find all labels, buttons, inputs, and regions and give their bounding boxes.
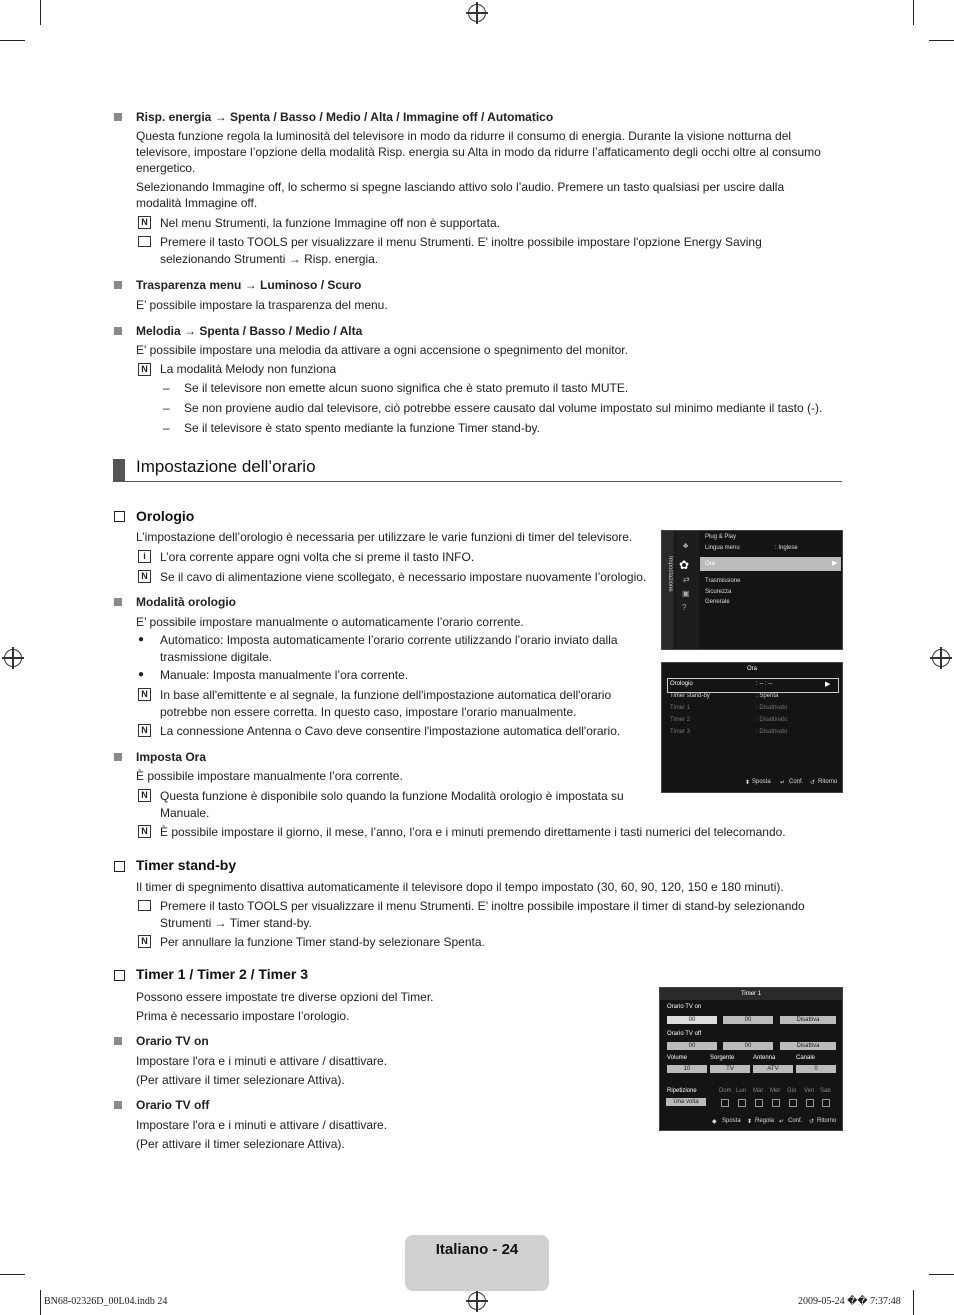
osd-menu-item[interactable]: Lingua menu [705, 545, 740, 551]
sleep-heading: Timer stand-by [136, 857, 237, 873]
move-icon: ⬍ [745, 780, 751, 786]
clock-note3: La connessione Antenna o Cavo deve consentire l'impostazione automatica dell'orario. [160, 724, 621, 738]
set-time-note2: È possibile impostare il giorno, il mese, l’anno, l’ora e i minuti premendo direttamente i tasti numerici del telecomando. [160, 825, 786, 839]
clock-auto-line1: Automatico: Imposta automaticamente l’orario corrente utilizzando l’orario inviato dalla [160, 633, 618, 647]
channel-icon: ⇄ [683, 575, 690, 584]
energy-p1-line1: Questa funzione regola la luminosità del televisore in modo da ridurre il consumo di energia. Durante la visione notturna del [136, 129, 792, 143]
transparency-heading: Trasparenza menu → Luminoso / Scuro [136, 278, 362, 292]
osd-field-label: Volume [667, 1055, 688, 1061]
energy-p2-line2: modalità Immagine off. [136, 196, 258, 210]
clock-intro: L’impostazione dell’orologio è necessaria per utilizzare le varie funzioni di timer del televisore. [136, 530, 633, 544]
print-slug-right: 2009-05-24 �� 7:37:48 [798, 1296, 901, 1307]
osd-field-value[interactable]: 00 [688, 1043, 696, 1049]
osd-footer-move: Sposta [722, 1118, 741, 1124]
osd-row-label[interactable]: Orologio [670, 681, 693, 687]
osd-row-label[interactable]: Timer stand-by [670, 693, 710, 699]
osd-day-label: Mer [770, 1088, 781, 1094]
osd-row-label[interactable]: Timer 3 [670, 729, 691, 735]
osd-field-label: Antenna [753, 1055, 776, 1061]
osd-menu-item[interactable]: Trasmissione [705, 578, 741, 584]
osd-menu-item[interactable]: Sicurezza [705, 589, 732, 595]
osd-row-label[interactable]: Timer 2 [670, 717, 691, 723]
osd-field-value[interactable]: Disattiva [796, 1043, 820, 1049]
bullet-dot-icon: ● [138, 634, 145, 645]
osd-field-label: Ripetizione [667, 1088, 697, 1094]
checkbox-bullet-icon [114, 861, 125, 872]
day-checkbox[interactable] [738, 1099, 746, 1107]
note-icon: N [138, 789, 151, 802]
checkbox-bullet-icon [114, 970, 125, 981]
input-icon: ▣ [682, 589, 690, 598]
osd-footer-enter: Conf. [789, 779, 804, 785]
osd-menu-value: : Inglese [775, 545, 798, 551]
move-icon: ◆ [712, 1119, 717, 1125]
bullet-square-icon [114, 281, 122, 289]
day-checkbox[interactable] [721, 1099, 729, 1107]
osd-footer-enter: Conf. [788, 1118, 803, 1124]
osd-footer-return: Ritorno [817, 1118, 837, 1124]
dash-symbol: – [163, 421, 170, 435]
clock-note2-line1: In base all'emittente e al segnale, la funzione dell'impostazione automatica dell'orario [160, 688, 612, 702]
day-checkbox[interactable] [822, 1099, 830, 1107]
day-checkbox[interactable] [772, 1099, 780, 1107]
bullet-square-icon [114, 327, 122, 335]
timers-line1: Possono essere impostate tre diverse opzioni del Timer. [136, 990, 434, 1004]
info-note-icon: i [138, 550, 151, 563]
osd-day-label: Sab [820, 1088, 831, 1094]
section-bar [113, 459, 125, 481]
osd-day-label: Lun [736, 1088, 747, 1094]
return-icon: ↺ [809, 1119, 815, 1125]
tools-icon [138, 900, 151, 911]
arrow-right-icon: ▶ [825, 681, 831, 688]
support-icon: ? [682, 603, 687, 612]
osd-field-value[interactable]: 00 [744, 1017, 752, 1023]
osd-footer-adjust: Regola [755, 1118, 775, 1124]
sleep-tools-line1: Premere il tasto TOOLS per visualizzare il menu Strumenti. E’ inoltre possibile impostare il timer di stand-by selezionando [160, 899, 805, 913]
osd-field-value[interactable]: 0 [814, 1066, 818, 1072]
osd-field-value[interactable]: TV [726, 1066, 734, 1072]
timer-off-heading: Orario TV off [136, 1098, 210, 1112]
set-time-note-line2: Manuale. [160, 806, 210, 820]
osd-day-label: Mar [753, 1088, 764, 1094]
print-slug-left: BN68-02326D_00L04.indb 24 [44, 1296, 168, 1307]
tools-icon [138, 236, 151, 247]
day-checkbox[interactable] [789, 1099, 797, 1107]
osd-field-value[interactable]: 00 [744, 1043, 752, 1049]
bullet-square-icon [114, 113, 122, 121]
energy-tools-line2: selezionando Strumenti → Risp. energia. [160, 252, 379, 266]
timers-line2: Prima è necessario impostare l’orologio. [136, 1009, 350, 1023]
timer-on-heading: Orario TV on [136, 1034, 209, 1048]
dash-symbol: – [163, 401, 170, 415]
page-number: Italiano - 24 [435, 1241, 519, 1258]
day-checkbox[interactable] [755, 1099, 763, 1107]
osd-title: Timer 1 [740, 991, 762, 997]
bullet-square-icon [114, 598, 122, 606]
osd-row-value: : -- : -- [756, 681, 773, 687]
osd-footer-return: Ritorno [818, 779, 838, 785]
osd-row-label[interactable]: Timer 1 [670, 705, 691, 711]
note-icon: N [138, 363, 151, 376]
dash-symbol: – [163, 381, 170, 395]
clock-mode-text: E’ possibile impostare manualmente o automaticamente l’orario corrente. [136, 615, 524, 629]
osd-field-label: Orario TV on [667, 1004, 702, 1010]
osd-field-label: Orario TV off [667, 1031, 702, 1037]
melody-dash2: Se non proviene audio dal televisore, ciò potrebbe essere causato dal volume impostato sul minimo mediante il tasto (-). [184, 401, 823, 415]
note-icon: N [138, 570, 151, 583]
osd-field-label: Canale [796, 1055, 816, 1061]
osd-time-menu [661, 662, 843, 793]
bullet-square-icon [114, 1037, 122, 1045]
melody-heading: Melodia → Spenta / Basso / Medio / Alta [136, 324, 363, 338]
osd-row-value: : Disattivato [756, 729, 788, 735]
arrow-right-icon: ▶ [832, 560, 838, 567]
picture-icon: ♣ [683, 541, 689, 550]
osd-field-value[interactable]: ATV [767, 1066, 779, 1072]
osd-day-label: Ven [804, 1088, 815, 1094]
note-icon: N [138, 935, 151, 948]
note-icon: N [138, 825, 151, 838]
osd-day-label: Gio [787, 1088, 797, 1094]
clock-heading: Orologio [136, 508, 195, 524]
clock-mode-heading: Modalità orologio [136, 595, 236, 609]
energy-p1-line3: energetico. [136, 161, 196, 175]
note-icon: N [138, 688, 151, 701]
bullet-dot-icon: ● [138, 669, 145, 680]
timer-off-line2: (Per attivare il timer selezionare Attiva). [136, 1137, 345, 1151]
energy-note: Nel menu Strumenti, la funzione Immagine off non è supportata. [160, 216, 500, 230]
clock-auto-line2: trasmissione digitale. [160, 650, 273, 664]
enter-icon: ↵ [780, 780, 786, 786]
day-checkbox[interactable] [806, 1099, 814, 1107]
melody-text: E' possibile impostare una melodia da attivare a ogni accensione o spegnimento del monitor. [136, 343, 628, 357]
adjust-icon: ⬍ [747, 1119, 753, 1125]
checkbox-bullet-icon [114, 511, 125, 522]
set-time-text: È possibile impostare manualmente l’ora corrente. [136, 769, 403, 783]
transparency-text: E’ possibile impostare la trasparenza del menu. [136, 298, 388, 312]
bullet-square-icon [114, 753, 122, 761]
osd-row-value: : Disattivato [756, 705, 788, 711]
osd-field-value[interactable]: 10 [683, 1066, 691, 1072]
osd-field-value[interactable]: 00 [688, 1017, 696, 1023]
registration-mark-icon [932, 649, 950, 667]
osd-menu-item-selected[interactable]: Ora [705, 561, 716, 567]
set-time-note-line1: Questa funzione è disponibile solo quando la funzione Modalità orologio è impostata su [160, 789, 624, 803]
osd-footer-move: Sposta [752, 779, 771, 785]
osd-side-label: Impostazione [667, 556, 673, 592]
timers-heading: Timer 1 / Timer 2 / Timer 3 [136, 966, 308, 982]
sleep-tools-line2: Strumenti → Timer stand-by. [160, 916, 312, 930]
osd-day-label: Dom [719, 1088, 732, 1094]
timer-off-line1: Impostare l'ora e i minuti e attivare / disattivare. [136, 1118, 388, 1132]
melody-dash3: Se il televisore è stato spento mediante la funzione Timer stand-by. [184, 421, 540, 435]
melody-dash1: Se il televisore non emette alcun suono significa che è stato premuto il tasto MUTE. [184, 381, 629, 395]
clock-note: Se il cavo di alimentazione viene scollegato, è necessario impostare nuovamente l’orologio. [160, 570, 647, 584]
osd-menu-item[interactable]: Generale [705, 599, 730, 605]
melody-note: La modalità Melody non funziona [160, 362, 337, 376]
osd-field-value[interactable]: Una volta [673, 1099, 699, 1105]
sleep-text: Il timer di spegnimento disattiva automaticamente il televisore dopo il tempo impostato (30, 60, 90, 120, 150 e 180 minuti). [136, 880, 784, 894]
section-title: Impostazione dell’orario [136, 457, 316, 476]
setup-gear-icon: ✿ [679, 558, 690, 572]
sleep-note: Per annullare la funzione Timer stand-by selezionare Spenta. [160, 935, 485, 949]
clock-info-note: L’ora corrente appare ogni volta che si preme il tasto INFO. [160, 550, 475, 564]
clock-manual: Manuale: Imposta manualmente l’ora corrente. [160, 668, 409, 682]
timer-on-line1: Impostare l'ora e i minuti e attivare / disattivare. [136, 1054, 388, 1068]
osd-row-value: : Disattivato [756, 717, 788, 723]
return-icon: ↺ [810, 780, 816, 786]
energy-p2-line1: Selezionando Immagine off, lo schermo si spegne lasciando attivo solo l’audio. Premere un tasto qualsiasi per uscire dalla [136, 180, 785, 194]
note-icon: N [138, 724, 151, 737]
bullet-square-icon [114, 1101, 122, 1109]
energy-tools-line1: Premere il tasto TOOLS per visualizzare il menu Strumenti. E' inoltre possibile impostare l'opzione Energy Saving [160, 235, 762, 249]
set-time-heading: Imposta Ora [136, 750, 207, 764]
osd-row-value: : Spenta [756, 693, 779, 699]
timer-on-line2: (Per attivare il timer selezionare Attiva). [136, 1073, 345, 1087]
osd-menu-item[interactable]: Plug & Play [705, 534, 737, 540]
enter-icon: ↵ [779, 1119, 785, 1125]
energy-heading: Risp. energia → Spenta / Basso / Medio / Alta / Immagine off / Automatico [136, 110, 554, 124]
registration-mark-icon [468, 1292, 486, 1310]
clock-note2-line2: potrebbe non essere corretta. In questo caso, impostare l'orario manualmente. [160, 705, 577, 719]
energy-p1-line2: televisore, impostare l’opzione della modalità Risp. energia su Alta in modo da ridurre l’affaticamento degli occhi oltre al consumo [136, 145, 821, 159]
registration-mark-icon [468, 4, 486, 22]
registration-mark-icon [4, 649, 22, 667]
section-divider [113, 481, 842, 482]
osd-timer-menu [659, 987, 843, 1131]
osd-field-value[interactable]: Disattiva [796, 1017, 820, 1023]
osd-title: Ora [746, 666, 757, 672]
osd-setup-menu [661, 530, 843, 650]
osd-field-label: Sorgente [710, 1055, 735, 1061]
note-icon: N [138, 216, 151, 229]
